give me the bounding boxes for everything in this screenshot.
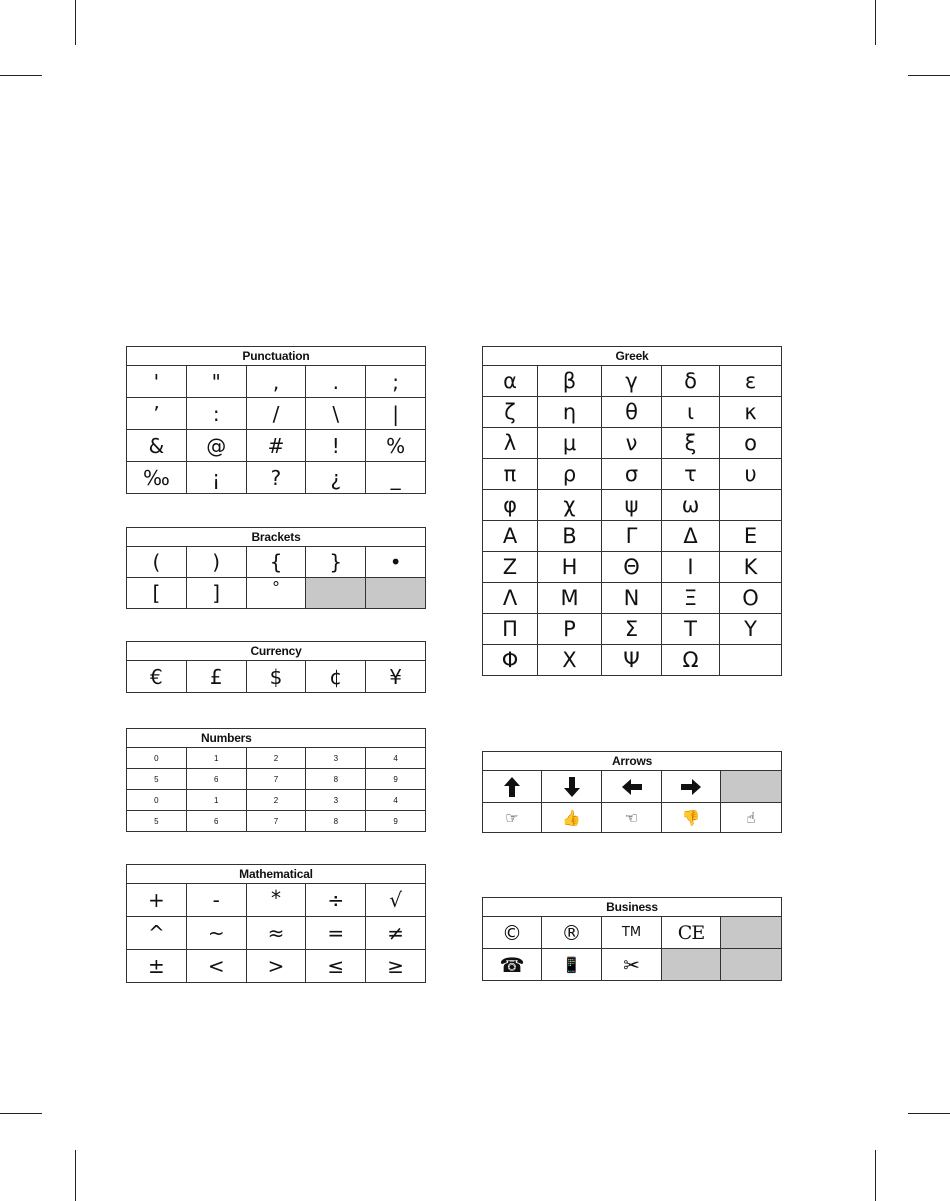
symbol-cell: / [246, 398, 306, 430]
symbol-cell: € [127, 661, 187, 693]
symbol-cell: ι [662, 397, 720, 428]
symbol-cell: ≥ [366, 950, 426, 983]
hand-left-icon: ☜ [602, 803, 662, 833]
table-title: Arrows [483, 752, 782, 771]
empty-cell [721, 917, 782, 949]
copyright-icon: © [483, 917, 542, 949]
symbol-cell: ≤ [306, 950, 366, 983]
symbol-cell: Ι [662, 552, 720, 583]
symbol-cell: $ [246, 661, 306, 693]
greek-table [482, 346, 782, 676]
symbol-cell: μ [538, 428, 602, 459]
number-cell: 9 [366, 811, 426, 832]
table-title: Business [483, 898, 782, 917]
symbol-cell: Μ [538, 583, 602, 614]
symbol-cell: α [483, 366, 538, 397]
arrow-right-icon [662, 771, 721, 803]
arrow-left-icon [602, 771, 662, 803]
symbol-cell: Τ [662, 614, 720, 645]
symbol-cell: Ε [720, 521, 782, 552]
number-cell: 0 [127, 748, 187, 769]
symbol-cell: Ο [720, 583, 782, 614]
symbol-cell: , [246, 366, 306, 398]
ce-mark-icon: CE [662, 917, 721, 949]
symbol-cell: + [127, 884, 187, 917]
symbol-cell: ζ [483, 397, 538, 428]
telephone-icon: ☎ [483, 949, 542, 981]
table-title: Numbers [127, 729, 426, 748]
symbol-cell: Λ [483, 583, 538, 614]
number-cell: 5 [127, 811, 187, 832]
symbol-cell: ¢ [306, 661, 366, 693]
table-title: Mathematical [127, 865, 426, 884]
symbol-cell: ω [662, 490, 720, 521]
number-cell: 8 [306, 811, 366, 832]
symbol-cell: ¿ [306, 462, 366, 494]
symbol-cell: ο [720, 428, 782, 459]
symbol-cell: ° [246, 578, 306, 609]
symbol-cell: { [246, 547, 306, 578]
empty-cell [721, 949, 782, 981]
symbol-cell: ψ [602, 490, 662, 521]
mobile-phone-icon: 📱 [542, 949, 602, 981]
symbol-cell: ~ [186, 917, 246, 950]
symbol-cell: \ [306, 398, 366, 430]
symbol-cell: β [538, 366, 602, 397]
symbol-cell: Γ [602, 521, 662, 552]
number-cell: 9 [366, 769, 426, 790]
empty-cell [720, 645, 782, 676]
empty-cell [721, 771, 782, 803]
hand-point-up-icon: ☝ [721, 803, 782, 833]
crop-mark [0, 75, 42, 76]
symbol-cell: ! [306, 430, 366, 462]
number-cell: 1 [186, 748, 246, 769]
symbol-cell: ? [246, 462, 306, 494]
table-title: Brackets [127, 528, 426, 547]
symbol-cell: ‰ [127, 462, 187, 494]
symbol-cell: * [246, 884, 306, 917]
symbol-cell: - [186, 884, 246, 917]
symbol-cell: ≠ [366, 917, 426, 950]
symbol-cell: Θ [602, 552, 662, 583]
number-cell: 3 [306, 748, 366, 769]
symbol-cell: √ [366, 884, 426, 917]
symbol-cell: φ [483, 490, 538, 521]
number-cell: 6 [186, 769, 246, 790]
crop-mark [875, 0, 876, 45]
symbol-cell: λ [483, 428, 538, 459]
number-cell: 7 [246, 811, 306, 832]
table-title: Currency [127, 642, 426, 661]
symbol-cell: δ [662, 366, 720, 397]
empty-cell [720, 490, 782, 521]
number-cell: 6 [186, 811, 246, 832]
table-title: Greek [483, 347, 782, 366]
crop-mark [75, 1150, 76, 1201]
empty-cell [366, 578, 426, 609]
symbol-cell: θ [602, 397, 662, 428]
symbol-cell: • [366, 547, 426, 578]
symbol-cell: £ [186, 661, 246, 693]
trademark-icon: TM [602, 917, 662, 949]
empty-cell [306, 578, 366, 609]
empty-cell [662, 949, 721, 981]
symbol-cell: ) [186, 547, 246, 578]
symbol-cell: Δ [662, 521, 720, 552]
symbol-cell: ÷ [306, 884, 366, 917]
symbol-cell: Ν [602, 583, 662, 614]
number-cell: 7 [246, 769, 306, 790]
crop-mark [0, 1113, 42, 1114]
symbol-cell: τ [662, 459, 720, 490]
thumbs-up-icon: 👍 [542, 803, 602, 833]
symbol-cell: Ζ [483, 552, 538, 583]
crop-mark [908, 1113, 950, 1114]
symbol-cell: " [186, 366, 246, 398]
symbol-cell: | [366, 398, 426, 430]
symbol-cell: % [366, 430, 426, 462]
symbol-cell: Κ [720, 552, 782, 583]
symbol-cell: ] [186, 578, 246, 609]
symbol-cell: ¡ [186, 462, 246, 494]
symbol-cell: ( [127, 547, 187, 578]
symbol-cell: & [127, 430, 187, 462]
symbol-cell: ^ [127, 917, 187, 950]
symbol-cell: Ψ [602, 645, 662, 676]
symbol-cell: _ [366, 462, 426, 494]
symbol-cell: : [186, 398, 246, 430]
crop-mark [75, 0, 76, 45]
symbol-cell: Υ [720, 614, 782, 645]
number-cell: 4 [366, 748, 426, 769]
brackets-table [126, 527, 426, 609]
symbol-cell: γ [602, 366, 662, 397]
symbol-cell: ε [720, 366, 782, 397]
symbol-cell: @ [186, 430, 246, 462]
symbol-cell: π [483, 459, 538, 490]
symbol-cell: ± [127, 950, 187, 983]
symbol-cell: > [246, 950, 306, 983]
scissors-icon: ✂ [602, 949, 662, 981]
number-cell: 3 [306, 790, 366, 811]
symbol-cell: κ [720, 397, 782, 428]
symbol-cell: Σ [602, 614, 662, 645]
symbol-cell: ' [127, 366, 187, 398]
mathematical-table [126, 864, 426, 983]
symbol-cell: η [538, 397, 602, 428]
number-cell: 0 [127, 790, 187, 811]
symbol-cell: Ω [662, 645, 720, 676]
hand-right-icon: ☞ [483, 803, 542, 833]
symbol-cell: } [306, 547, 366, 578]
arrows-table [482, 751, 782, 833]
crop-mark [875, 1150, 876, 1201]
number-cell: 5 [127, 769, 187, 790]
symbol-cell: ≈ [246, 917, 306, 950]
number-cell: 8 [306, 769, 366, 790]
numbers-table [126, 728, 426, 832]
thumbs-down-icon: 👎 [662, 803, 721, 833]
arrow-up-icon [483, 771, 542, 803]
symbol-cell: ¥ [366, 661, 426, 693]
symbol-cell: ρ [538, 459, 602, 490]
business-table [482, 897, 782, 981]
symbol-cell: ; [366, 366, 426, 398]
symbol-cell: Α [483, 521, 538, 552]
symbol-cell: Π [483, 614, 538, 645]
number-cell: 4 [366, 790, 426, 811]
arrow-down-icon [542, 771, 602, 803]
symbol-cell: Φ [483, 645, 538, 676]
currency-table [126, 641, 426, 693]
symbol-cell: Η [538, 552, 602, 583]
symbol-cell: < [186, 950, 246, 983]
table-title: Punctuation [127, 347, 426, 366]
registered-icon: ® [542, 917, 602, 949]
symbol-cell: # [246, 430, 306, 462]
symbol-cell: Β [538, 521, 602, 552]
punctuation-table [126, 346, 426, 494]
symbol-cell: χ [538, 490, 602, 521]
symbol-cell: σ [602, 459, 662, 490]
number-cell: 2 [246, 790, 306, 811]
symbol-cell: υ [720, 459, 782, 490]
number-cell: 1 [186, 790, 246, 811]
symbol-cell: = [306, 917, 366, 950]
symbol-cell: ’ [127, 398, 187, 430]
symbol-cell: [ [127, 578, 187, 609]
symbol-cell: ν [602, 428, 662, 459]
symbol-cell: . [306, 366, 366, 398]
crop-mark [908, 75, 950, 76]
number-cell: 2 [246, 748, 306, 769]
symbol-cell: ξ [662, 428, 720, 459]
symbol-cell: Ξ [662, 583, 720, 614]
symbol-cell: Ρ [538, 614, 602, 645]
symbol-cell: Χ [538, 645, 602, 676]
